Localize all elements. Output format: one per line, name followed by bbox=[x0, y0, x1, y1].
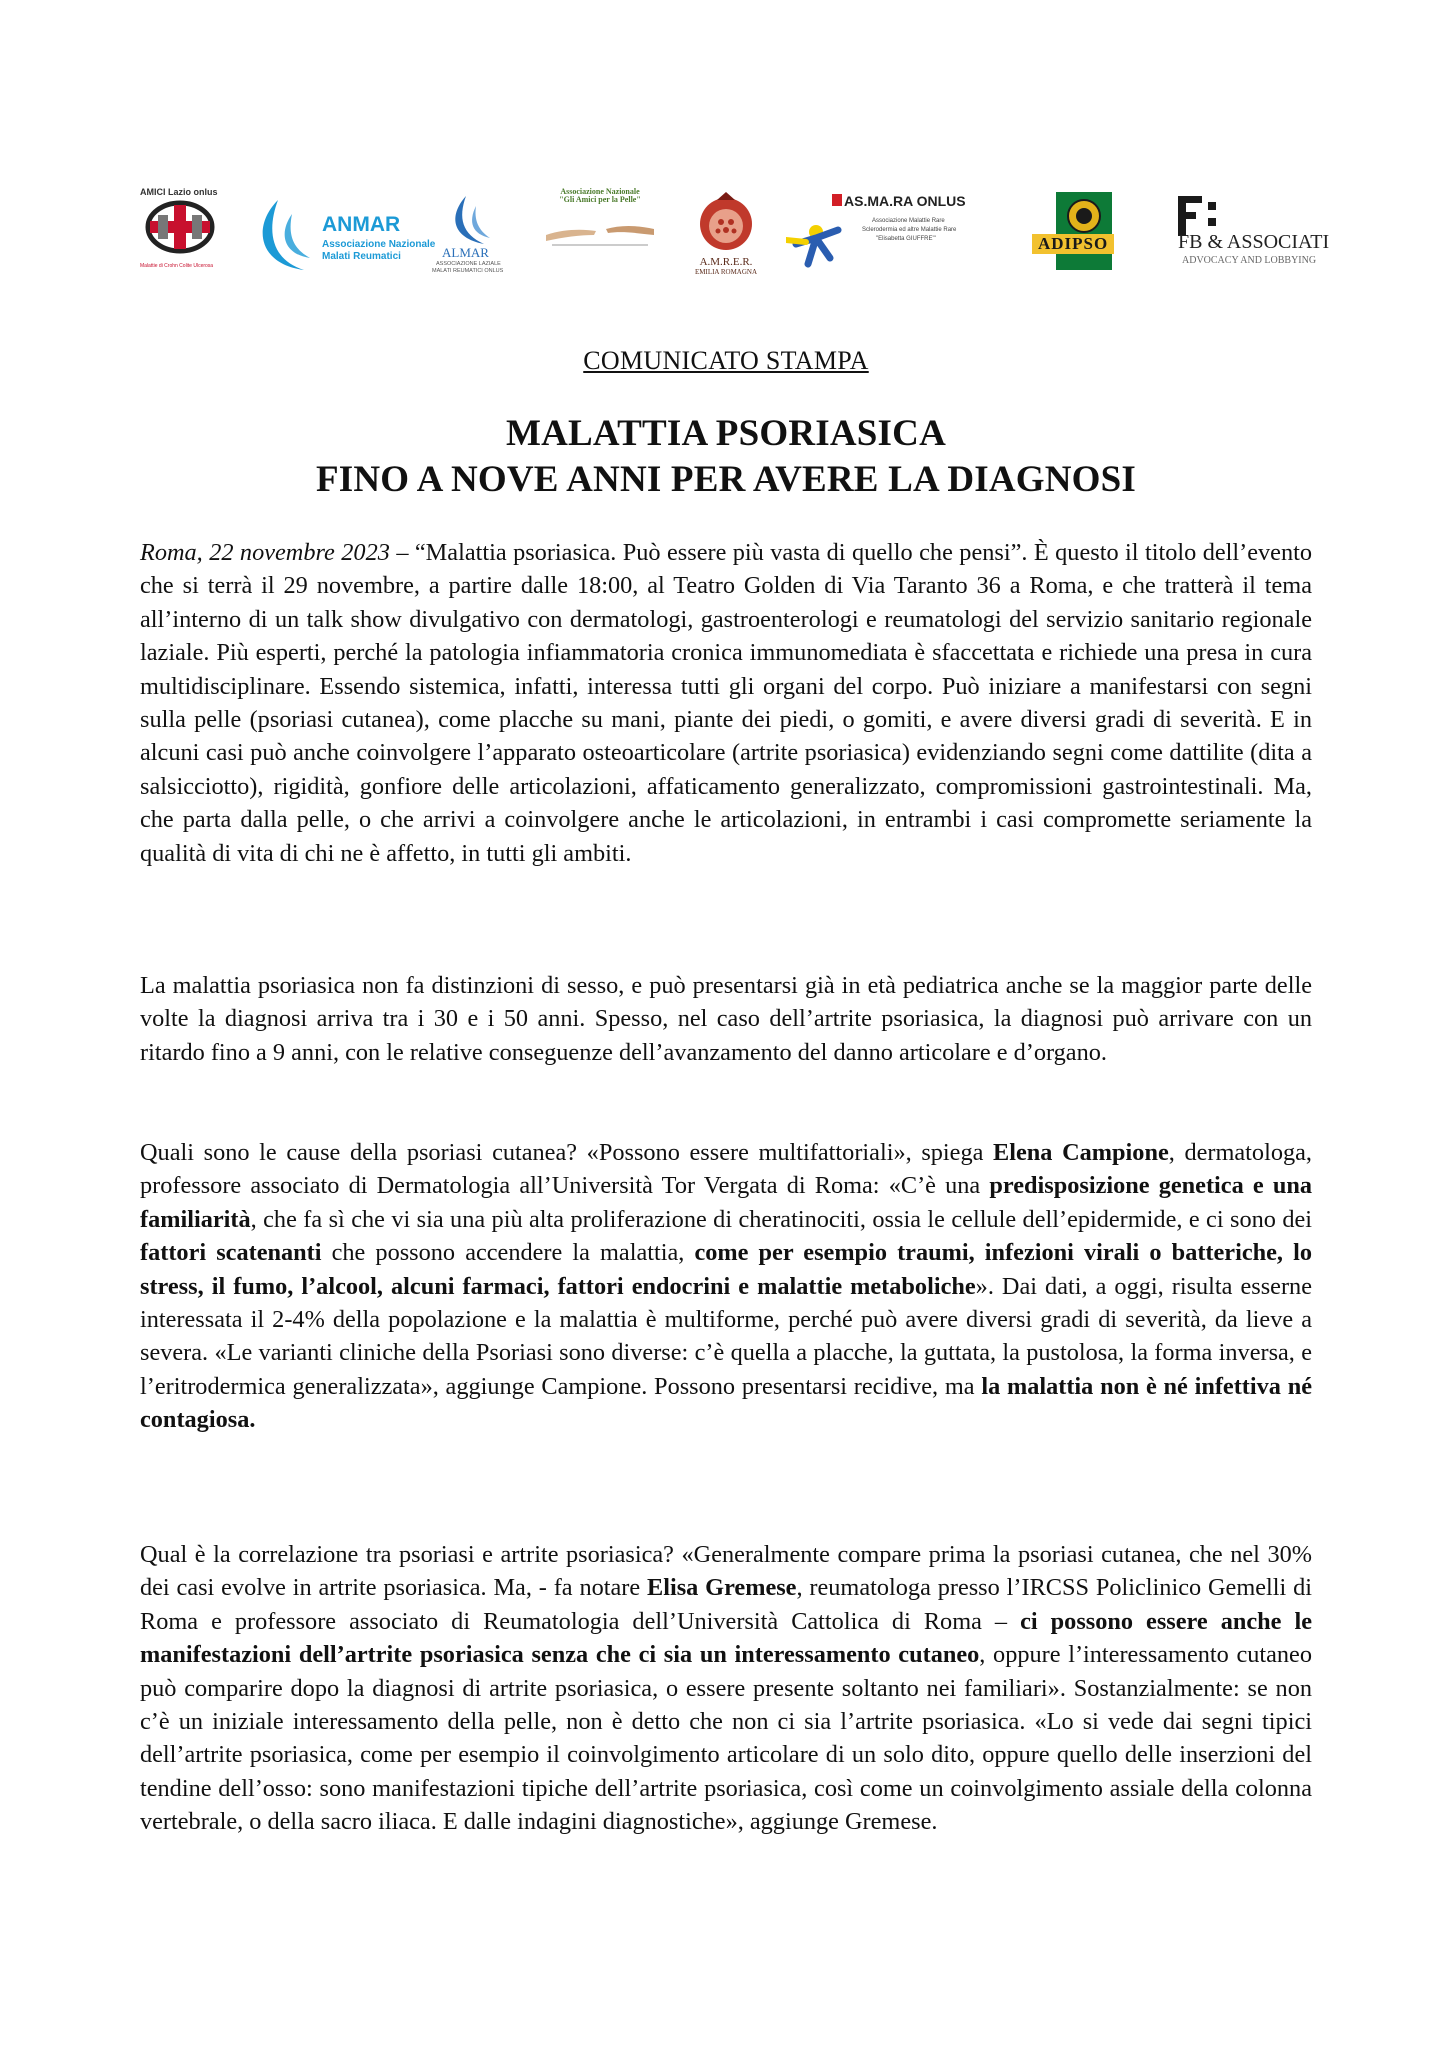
almar-logo-sub1: ASSOCIAZIONE LAZIALE bbox=[436, 261, 501, 267]
causes-bold-trigger-list: come per esempio traumi, infezioni virali o batteriche, lo stress, il fumo, l’alcool, alcuni farmaci, fattori endocrini e malattie metaboliche bbox=[140, 1239, 1312, 1300]
document-kicker: COMUNICATO STAMPA bbox=[583, 346, 869, 375]
causes-text-c: , dermatologa, professore associato di Dermatologia all’Università Tor Vergata di Roma: «C’è una bbox=[140, 1139, 1312, 1200]
causes-text-a: Quali sono le cause della psoriasi cutanea? «Possono essere multifattoriali», spiega bbox=[140, 1139, 994, 1166]
expert-name-gremese: Elisa Gremese bbox=[647, 1574, 797, 1602]
almar-logo-name: ALMAR bbox=[442, 245, 489, 260]
almar-swoosh-icon bbox=[444, 194, 494, 246]
asmara-logo-sub3: "Elisabetta GIUFFRE'" bbox=[876, 236, 936, 242]
causes-bold-genetics: predisposizione genetica e una familiarità bbox=[140, 1172, 1312, 1233]
asmara-logo-sub1: Associazione Malattie Rare bbox=[872, 218, 945, 224]
anmar-logo-sub2: Malati Reumatici bbox=[322, 251, 401, 262]
pomegranate-icon bbox=[691, 188, 761, 252]
causes-text-g: che possono accendere la malattia, bbox=[321, 1239, 695, 1267]
correlation-bold-statement: ci possono essere anche le manifestazioni dell’artrite psoriasica senza che ci sia un interessamento cutaneo bbox=[140, 1607, 1312, 1669]
amici-lazio-logo bbox=[140, 188, 230, 270]
fb-monogram-icon bbox=[1178, 196, 1222, 236]
paragraph-causes bbox=[140, 1136, 1312, 1437]
correlation-text-e: , oppure l’interessamento cutaneo può comparire dopo la diagnosi di artrite psoriasica, o essere presente soltanto nei familiari». Sostanzialmente: se non c’è un iniziale interessamento della pelle, non è detto che non ci sia l’artrite psoriasica. «Lo si vede dai segni tipici dell’artrite psoriasica, come per esempio il coinvolgimento articolare di un solo dito, oppure quello delle inserzioni del tendine dell’osso: sono manifestazioni tipiche dell’artrite psoriasica, così come un coinvolgimento assiale della colonna vertebrale, o della sacro iliaca. E dalle indagini diagnostiche», aggiunge Gremese. bbox=[140, 1641, 1312, 1836]
almar-logo-sub2: MALATI REUMATICI ONLUS bbox=[432, 268, 504, 274]
amrer-logo-sub: EMILIA ROMAGNA bbox=[694, 267, 758, 276]
anap-logo-sub: "Gli Amici per la Pelle" bbox=[559, 195, 641, 205]
amici-logo-sub: Malattie di Crohn Colite Ulcerosa bbox=[140, 263, 214, 270]
partner-logos bbox=[140, 188, 1370, 288]
fb-logo-name: FB & ASSOCIATI bbox=[1178, 231, 1330, 253]
causes-bold-triggers: fattori scatenanti bbox=[140, 1239, 322, 1267]
amici-pelle-logo bbox=[540, 188, 660, 254]
anmar-logo-sub1: Associazione Nazionale bbox=[322, 239, 436, 250]
dateline: Roma, 22 novembre 2023 bbox=[140, 539, 390, 566]
hands-illustration-icon bbox=[544, 209, 656, 249]
correlation-text-c: , reumatologa presso l’IRCSS Policlinico Gemelli di Roma e professore associato di Reumatologia dell’Università Cattolica di Roma – bbox=[140, 1574, 1313, 1635]
amici-emblem-icon bbox=[140, 197, 220, 259]
asmara-logo-name: AS.MA.RA ONLUS bbox=[844, 193, 966, 209]
anmar-swoosh-icon bbox=[248, 196, 318, 276]
asmara-logo-sub2: Sclerodermia ed altre Malattie Rare bbox=[862, 227, 957, 233]
causes-text-e: , che fa sì che vi sia una più alta proliferazione di cheratinociti, ossia le cellule dell’epidermide, e ci sono dei bbox=[250, 1205, 1312, 1233]
paragraph-intro bbox=[140, 536, 1312, 870]
expert-name-campione: Elena Campione bbox=[993, 1139, 1169, 1166]
adipso-logo-name: ADIPSO bbox=[1032, 234, 1114, 254]
amrer-logo-name: A.M.R.E.R. bbox=[699, 256, 753, 268]
adipso-crest-icon bbox=[1064, 196, 1104, 236]
causes-bold-not-contagious: la malattia non è né infettiva né contagiosa. bbox=[140, 1372, 1312, 1434]
paragraph-diagnosis-delay: La malattia psoriasica non fa distinzioni di sesso, e può presentarsi già in età pediatrica anche se la maggior parte delle volte la diagnosi arriva tra i 30 e i 50 anni. Spesso, nel caso dell’artrite psoriasica, la diagnosi può arrivare con un ritardo fino a 9 anni, con le relative conseguenze dell’avanzamento del danno articolare e d’organo. bbox=[140, 972, 1312, 1066]
anmar-logo-name: ANMAR bbox=[322, 213, 401, 236]
correlation-text-a: Qual è la correlazione tra psoriasi e artrite psoriasica? «Generalmente compare prima la psoriasi cutanea, che nel 30% dei casi evolve in artrite psoriasica. Ma, - fa notare bbox=[140, 1541, 1312, 1602]
amrer-logo bbox=[676, 188, 776, 276]
paragraph-correlation bbox=[140, 1538, 1312, 1839]
causes-text-i: ». Dai dati, a oggi, risulta esserne interessata il 2-4% della popolazione e la malattia è multiforme, perché può avere diversi gradi di severità, da lieve a severa. «Le varianti cliniche della Psoriasi sono diverse: c’è quella a placche, la guttata, la pustolosa, la forma inversa, e l’eritrodermica generalizzata», aggiunge Campione. Possono presentarsi recidive, ma bbox=[140, 1272, 1312, 1400]
intro-text: – “Malattia psoriasica. Può essere più vasta di quello che pensi”. È questo il titolo dell’evento che si terrà il 29 novembre, a partire dalle 18:00, al Teatro Golden di Via Taranto 36 a Roma, e che tratterà il tema all’interno di un talk show divulgativo con dermatologi, gastroenterologi e reumatologi del servizio sanitario regionale laziale. Più esperti, perché la patologia infiammatoria cronica immunomediata è sfaccettata e richiede una presa in cura multidisciplinare. Essendo sistemica, infatti, interessa tutti gli organi del corpo. Può iniziare a manifestarsi con segni sulla pelle (psoriasi cutanea), come placche su mani, piante dei piedi, o gomiti, e avere diversi gradi di severità. E in alcuni casi può anche coinvolgere l’apparato osteoarticolare (artrite psoriasica) evidenziando segni come dattilite (dita a salsicciotto), rigidità, gonfiore delle articolazioni, affaticamento generalizzato, compromissioni gastrointestinali. Ma, che parta dalla pelle, o che arrivi a coinvolgere anche le articolazioni, in entrambi i casi compromette seriamente la qualità di vita di chi ne è affetto, in tutti gli ambiti. bbox=[140, 539, 1312, 867]
anap-logo-name: Associazione Nazionale bbox=[560, 187, 640, 196]
headline-line-2: FINO A NOVE ANNI PER AVERE LA DIAGNOSI bbox=[315, 459, 1137, 500]
fb-logo-sub: ADVOCACY AND LOBBYING bbox=[1182, 255, 1317, 266]
headline-line-1: MALATTIA PSORIASICA bbox=[506, 413, 946, 454]
amici-logo-name: AMICI Lazio onlus bbox=[140, 187, 218, 197]
